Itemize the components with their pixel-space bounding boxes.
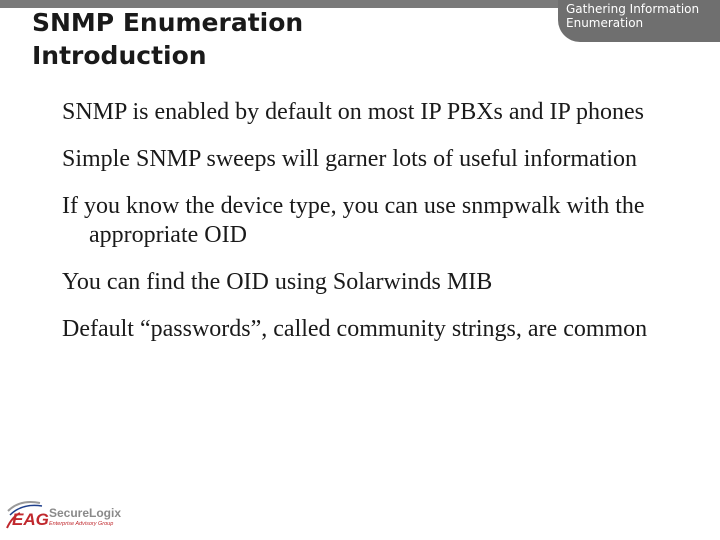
title-line-2: Introduction (32, 41, 207, 70)
bullet-item: Simple SNMP sweeps will garner lots of useful information (62, 146, 638, 172)
bullet-item: You can find the OID using Solarwinds MIB (62, 269, 493, 295)
section-tab-line-2: Enumeration (566, 16, 644, 30)
bullet-item: If you know the device type, you can use snmpwalk with the appropriate OID (62, 193, 645, 248)
section-tab-line-1: Gathering Information (566, 2, 700, 16)
section-tab (558, 0, 720, 42)
eag-securelogix-logo (6, 497, 136, 531)
logo-tagline: Enterprise Advisory Group (49, 521, 114, 527)
logo-mark-text: EAG (12, 510, 49, 529)
logo-mark-icon (6, 497, 136, 531)
bullet-item: Default “passwords”, called community strings, are common (62, 316, 648, 342)
title-line-1: SNMP Enumeration (32, 8, 304, 37)
logo-brand-text: SecureLogix (49, 506, 122, 520)
bullet-list (62, 98, 682, 362)
slide-title (32, 6, 512, 72)
bullet-item: SNMP is enabled by default on most IP PBXs and IP phones (62, 99, 644, 125)
